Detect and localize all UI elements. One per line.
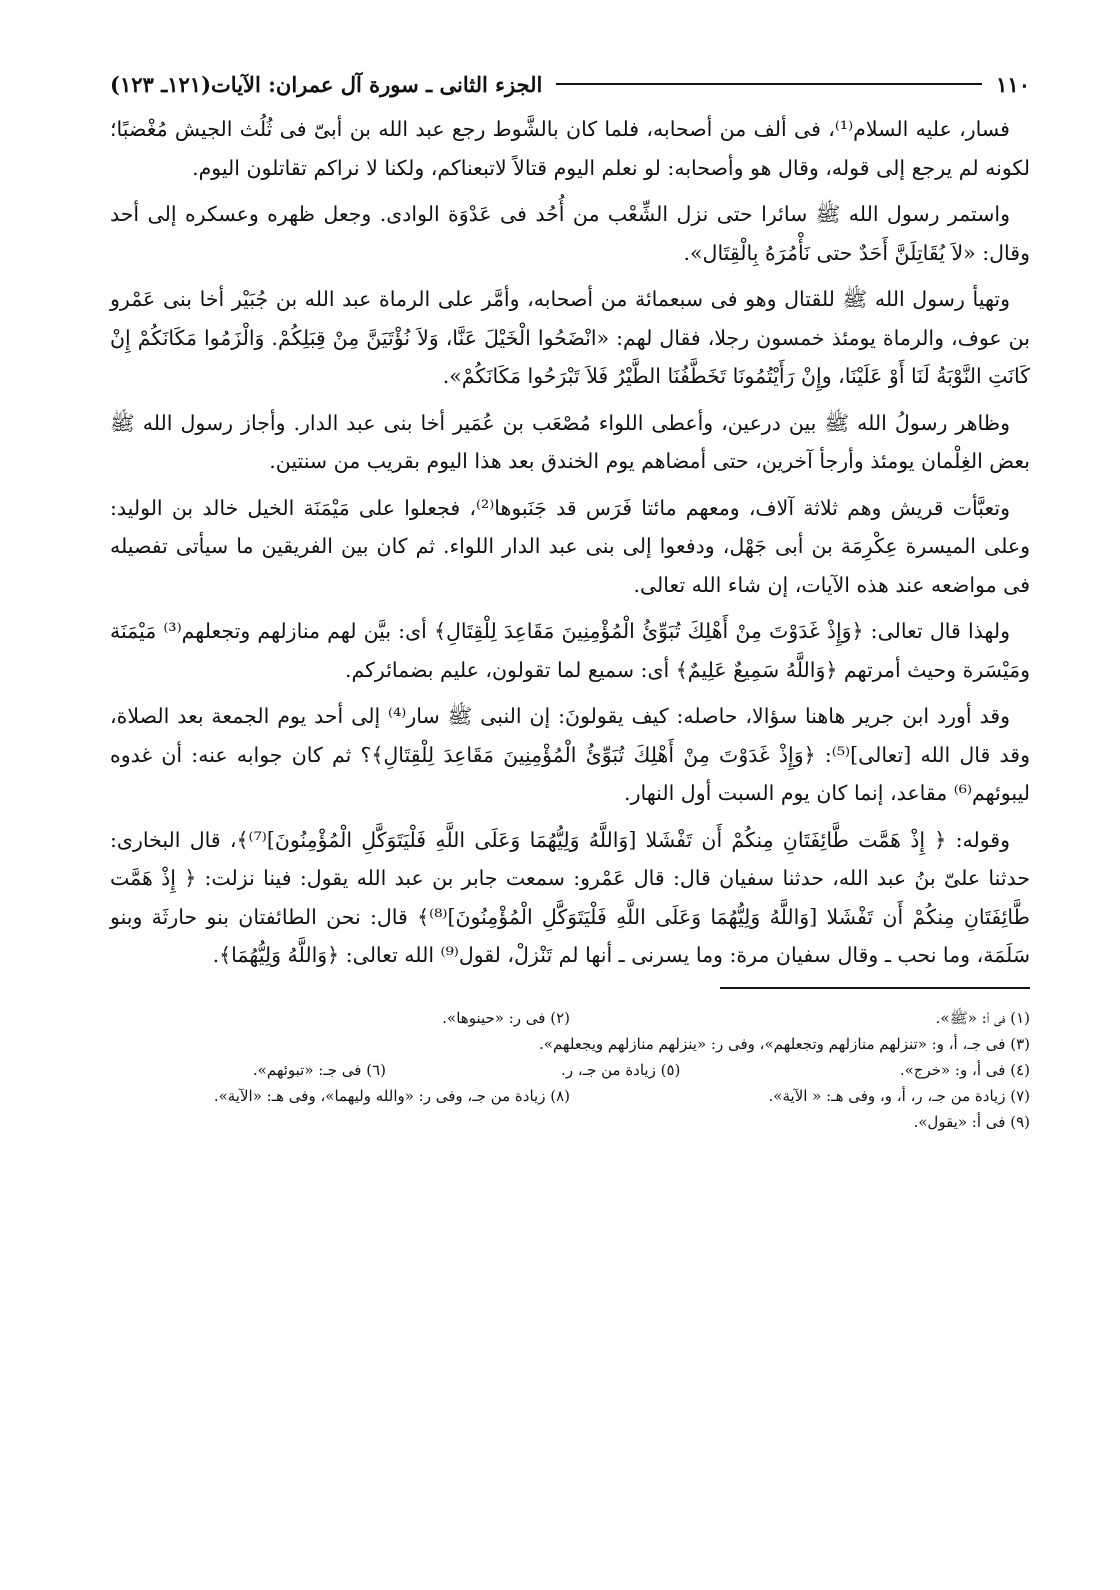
page-number: ١١٠ bbox=[996, 71, 1030, 97]
footnote-separator bbox=[720, 987, 1030, 989]
paragraph: وتهيأ رسول الله ﷺ للقتال وهو فى سبعمائة من أصحابه، وأمَّر على الرماة عبد الله بن جُبَيْر أخا بنى عَمْرو بن عوف، والرماة يومئذ خمسون رجلا، فقال لهم: «انْضَحُوا الْخَيْلَ عَنَّا، وَلاَ نُؤْتَيَنَّ مِنْ قِبَلِكُمْ. وَالْزَمُوا مَكَانَكُمْ إِنْ كَانَتِ النَّوْبَةُ لَنَا أَوْ عَلَيْنَا، وإِنْ رَأَيْتُمُونَا تَخَطَّفُنَا الطَّيْرُ فَلاَ تَبْرَحُوا مَكَانَكُمْ». bbox=[110, 287, 1030, 388]
footnote-row bbox=[110, 1005, 1030, 1031]
paragraph: وقوله: ﴿ إِذْ هَمَّت طَّائِفَتَانِ مِنكُمْ أَن تَفْشَلا [وَاللَّهُ وَلِيُّهُمَا وَعَلَى اللَّهِ فَلْيَتَوَكَّلِ الْمُؤْمِنُونَ]⁽⁷⁾﴾، قال البخارى: حدثنا علىّ بنُ عبد الله، حدثنا سفيان قال: قال عَمْرو: سمعت جابر بن عبد الله يقول: فينا نزلت: ﴿ إِذْ هَمَّت طَّائِفَتَانِ مِنكُمْ أَن تَفْشَلا [وَاللَّهُ وَلِيُّهُمَا وَعَلَى اللَّهِ فَلْيَتَوَكَّلِ الْمُؤْمِنُونَ]⁽⁸⁾﴾ قال: نحن الطائفتان بنو حارثَة وبنو سَلَمَة، وما نحب ـ وقال سفيان مرة: وما يسرنى ـ أنها لم تَنْزلْ، لقول⁽⁹⁾ الله تعالى: ﴿وَاللَّهُ وَلِيُّهُمَا﴾. bbox=[110, 827, 1030, 967]
footnote: (٢) فى ر: «حينوها». bbox=[442, 1008, 570, 1027]
footnote-row bbox=[110, 1109, 1030, 1135]
footnote: (٤) فى أ، و: «خرج». bbox=[899, 1060, 1030, 1079]
paragraph: وقد أورد ابن جرير هاهنا سؤالا، حاصله: كيف يقولونَ: إن النبى ﷺ سار⁽⁴⁾ إلى أحد يوم الجمعة بعد الصلاة، وقد قال الله [تعالى]⁽⁵⁾: ﴿وَإِذْ غَدَوْتَ مِنْ أَهْلِكَ تُبَوِّئُ الْمُؤْمِنِينَ مَقَاعِدَ لِلْقِتَالِ﴾؟ ثم كان جوابه عنه: أن غدوه ليبوئهم⁽⁶⁾ مقاعد، إنما كان يوم السبت أول النهار. bbox=[110, 704, 1031, 805]
footnote-row bbox=[110, 1057, 1030, 1083]
paragraph: ولهذا قال تعالى: ﴿وَإِذْ غَدَوْتَ مِنْ أَهْلِكَ تُبَوِّئُ الْمُؤْمِنِينَ مَقَاعِدَ لِلْقِتَالِ﴾ أى: بيَّن لهم منازلهم وتجعلهم⁽³⁾ مَيْمَنَة ومَيْسَرة وحيث أمرتهم ﴿وَاللَّهُ سَمِيعٌ عَلِيمٌ﴾ أى: سميع لما تقولون، عليم بضمائركم. bbox=[110, 619, 1030, 682]
footnote: (٣) فى جـ، أ، و: «تنزلهم منازلهم وتجعلهم»، وفى ر: «ينزلهم منازلهم ويجعلهم». bbox=[539, 1034, 1030, 1053]
running-header bbox=[110, 64, 1030, 104]
paragraph: وظاهر رسولُ الله ﷺ بين درعين، وأعطى اللواء مُصْعَب بن عُمَير أخا بنى عبد الدار. وأجاز رسول الله ﷺ بعض الغِلْمان يومئذ وأرجأ آخرين، حتى أمضاهم يوم الخندق بعد هذا اليوم بقريب من سنتين. bbox=[110, 410, 1030, 473]
footnote: (٩) فى أ: «يقول». bbox=[913, 1112, 1030, 1131]
footnote: (١) فى أ: «ﷺ». bbox=[935, 1008, 1030, 1027]
footnote: (٦) فى جـ: «تبوئهم». bbox=[252, 1060, 387, 1079]
paragraph: واستمر رسول الله ﷺ سائرا حتى نزل الشِّعْب من أُحُد فى عَدْوَة الوادى. وجعل ظهره وعسكره إلى أحد وقال: «لاَ يُقَاتِلَنَّ أَحَدٌ حتى نَأْمُرَهُ بِالْقِتَال». bbox=[110, 202, 1030, 265]
main-text bbox=[110, 110, 1030, 975]
running-title: الجزء الثانى ـ سورة آل عمران: الآيات(١٢١ـ ١٢٣) bbox=[110, 71, 543, 97]
paragraph: وتعبَّأت قريش وهم ثلاثة آلاف، ومعهم مائتا فَرَس قد جَنَبوها⁽²⁾، فجعلوا على مَيْمَنَة الخيل خالد بن الوليد: وعلى الميسرة عِكْرِمَة بن أبى جَهْل، ودفعوا إلى بنى عبد الدار اللواء. ثم كان بين الفريقين ما سيأتى تفصيله فى مواضعه عند هذه الآيات، إن شاء الله تعالى. bbox=[110, 495, 1030, 597]
footnotes bbox=[110, 1005, 1030, 1135]
footnote-row bbox=[110, 1083, 1030, 1109]
footnote: (٧) زيادة من جـ، ر، أ، و، وفى هـ: « الآية». bbox=[768, 1086, 1030, 1105]
footnote: (٨) زيادة من جـ، وفى ر: «والله وليهما»، وفى هـ: «الآية». bbox=[213, 1086, 570, 1105]
paragraph: فسار، عليه السلام⁽¹⁾، فى ألف من أصحابه، فلما كان بالشَّوط رجع عبد الله بن أبىّ فى ثُلُث الجيش مُغْضبًا؛ لكونه لم يرجع إلى قوله، وقال هو وأصحابه: لو نعلم اليوم قتالاً لاتبعناكم، ولكنا لا نراكم تقاتلون اليوم. bbox=[110, 117, 1030, 180]
footnote-row bbox=[110, 1031, 1030, 1057]
header-rule bbox=[556, 83, 982, 85]
footnote: (٥) زيادة من جـ، ر. bbox=[561, 1060, 681, 1079]
